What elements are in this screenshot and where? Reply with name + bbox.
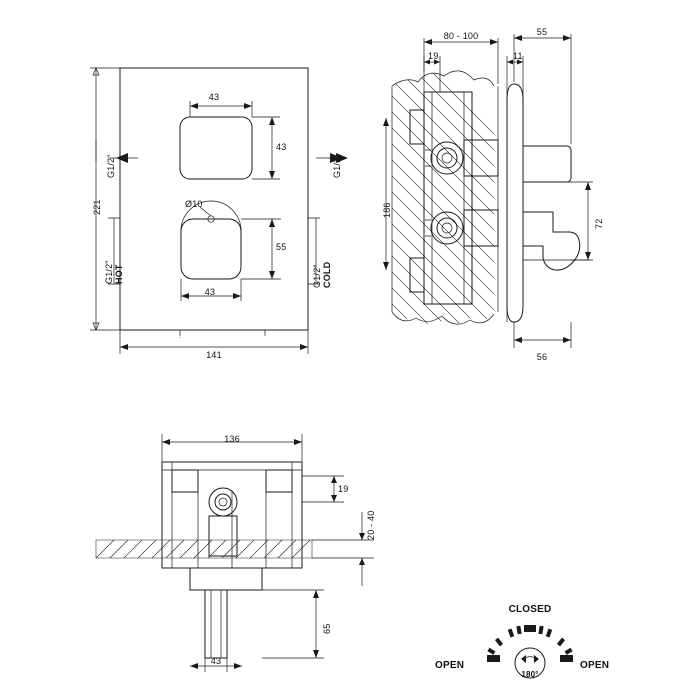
legend-angle-label: 180°	[521, 670, 539, 679]
dim-front-width: 141	[206, 350, 222, 360]
dim-front-handle-height: 55	[276, 242, 287, 252]
dim-top-depth: 65	[322, 623, 332, 634]
dim-top-body-width: 136	[224, 434, 240, 444]
dim-rough-in-offset: 19	[428, 51, 439, 61]
label-hot: HOT	[114, 264, 124, 284]
dim-small-offset: 11	[513, 51, 523, 61]
dim-front-top-width: 43	[208, 92, 220, 102]
label-inlet-left: G1/2"	[106, 154, 116, 178]
dim-front-height: 221	[92, 199, 102, 215]
label-cold: COLD	[322, 261, 332, 288]
dim-front-top-height: 43	[276, 142, 287, 152]
legend-open-left-label: OPEN	[435, 660, 465, 671]
dim-side-plate-width: 56	[536, 352, 548, 362]
dim-wall-range: 20 - 40	[366, 510, 376, 540]
dim-front-handle-width: 43	[204, 287, 216, 297]
label-inlet-right: G1/2"	[332, 154, 342, 178]
legend-closed-label: CLOSED	[508, 604, 552, 615]
dim-hole-diameter: Ø10	[185, 199, 203, 209]
label-hot-thread: G1/2"	[104, 260, 114, 284]
dim-wall-depth-range: 80 - 100	[443, 31, 479, 41]
label-cold-thread: G1/2"	[312, 264, 322, 288]
dim-side-handle-height: 72	[594, 218, 604, 229]
dim-body-height: 186	[382, 202, 392, 218]
dim-spout-width: 43	[210, 656, 222, 666]
legend-open-right-label: OPEN	[580, 660, 610, 671]
dim-side-plate-depth: 55	[536, 27, 548, 37]
dim-tile-offset: 19	[338, 484, 349, 494]
svg-text:.: .	[179, 333, 181, 340]
